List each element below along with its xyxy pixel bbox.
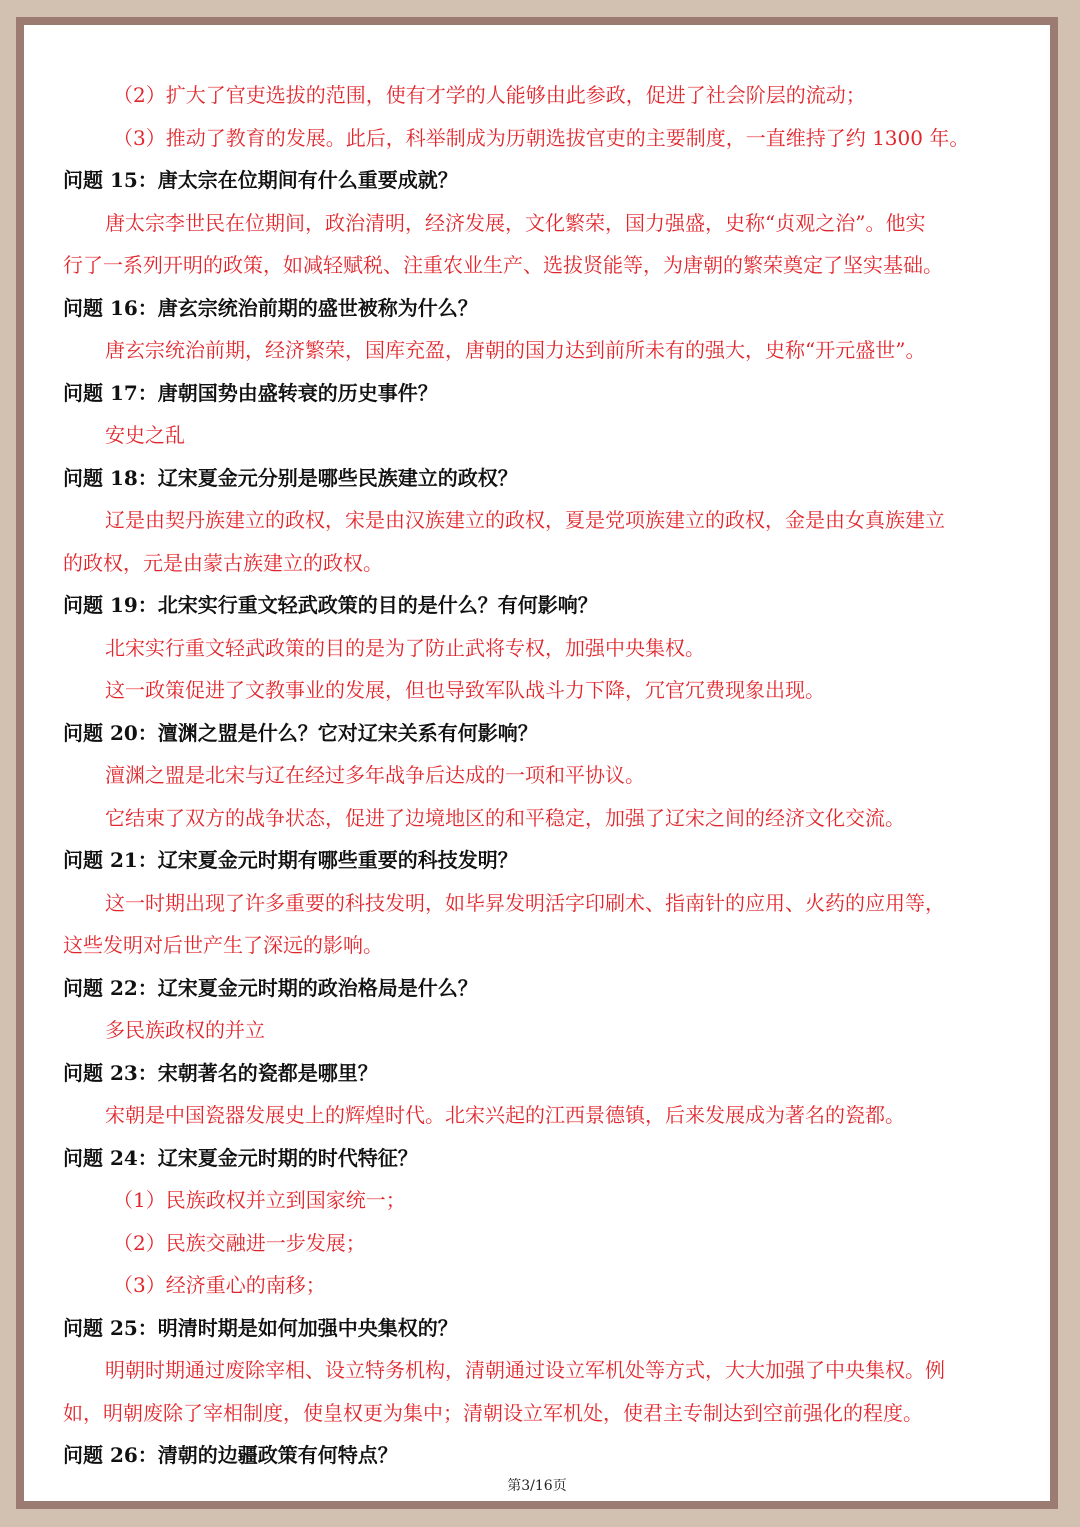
answer-line: 这些发明对后世产生了深远的影响。: [63, 933, 383, 957]
question-line: 问题 24：辽宋夏金元时期的时代特征？: [63, 1145, 418, 1170]
question-line: 问题 16：唐玄宗统治前期的盛世被称为什么？: [63, 295, 478, 320]
answer-line: 安史之乱: [105, 423, 185, 447]
answer-line: （2）扩大了官吏选拔的范围，使有才学的人能够由此参政，促进了社会阶层的流动；: [113, 83, 866, 107]
answer-line: 宋朝是中国瓷器发展史上的辉煌时代。北宋兴起的江西景德镇，后来发展成为著名的瓷都。: [105, 1103, 905, 1127]
answer-line: 辽是由契丹族建立的政权，宋是由汉族建立的政权，夏是党项族建立的政权，金是由女真族建立: [105, 508, 945, 532]
page-frame: [16, 17, 1058, 1509]
question-line: 问题 26：清朝的边疆政策有何特点？: [63, 1443, 398, 1467]
answer-line: 行了一系列开明的政策，如减轻赋税、注重农业生产、选拔贤能等，为唐朝的繁荣奠定了坚实基础。: [63, 253, 943, 277]
question-line: 问题 15：唐太宗在位期间有什么重要成就？: [63, 168, 458, 192]
answer-line: 明朝时期通过废除宰相、设立特务机构，清朝通过设立军机处等方式，大大加强了中央集权。例: [105, 1358, 945, 1382]
answer-line: 唐太宗李世民在位期间，政治清明，经济发展，文化繁荣，国力强盛，史称“贞观之治”。他实: [105, 210, 926, 235]
answer-line: （1）民族政权并立到国家统一；: [113, 1188, 406, 1212]
answer-line: 澶渊之盟是北宋与辽在经过多年战争后达成的一项和平协议。: [105, 763, 645, 787]
answer-line: 唐玄宗统治前期，经济繁荣，国库充盈，唐朝的国力达到前所未有的强大，史称“开元盛世”。: [105, 338, 926, 362]
answer-line: 北宋实行重文轻武政策的目的是为了防止武将专权，加强中央集权。: [105, 635, 705, 660]
question-line: 问题 25：明清时期是如何加强中央集权的？: [63, 1315, 458, 1340]
answer-line: 如，明朝废除了宰相制度，使皇权更为集中；清朝设立军机处，使君主专制达到空前强化的程度。: [63, 1400, 923, 1425]
answer-line: 这一时期出现了许多重要的科技发明，如毕昇发明活字印刷术、指南针的应用、火药的应用等，: [105, 890, 945, 915]
answer-line: 它结束了双方的战争状态，促进了边境地区的和平稳定，加强了辽宋之间的经济文化交流。: [105, 805, 905, 830]
answer-line: （2）民族交融进一步发展；: [113, 1230, 366, 1255]
question-line: 问题 18：辽宋夏金元分别是哪些民族建立的政权？: [63, 465, 518, 490]
answer-line: （3）推动了教育的发展。此后，科举制成为历朝选拔官吏的主要制度，一直维持了约 1300 年。: [113, 125, 970, 150]
question-line: 问题 22：辽宋夏金元时期的政治格局是什么？: [63, 975, 478, 1000]
answer-line: （3）经济重心的南移；: [113, 1273, 326, 1297]
document-page: [24, 25, 1050, 1501]
answer-line: 这一政策促进了文教事业的发展，但也导致军队战斗力下降，冗官冗费现象出现。: [105, 678, 825, 702]
answer-line: 多民族政权的并立: [105, 1018, 265, 1042]
question-line: 问题 23：宋朝著名的瓷都是哪里？: [63, 1060, 378, 1085]
page-number: 第3/16页: [507, 1478, 567, 1494]
question-line: 问题 21：辽宋夏金元时期有哪些重要的科技发明？: [63, 848, 518, 872]
question-line: 问题 20：澶渊之盟是什么？它对辽宋关系有何影响？: [63, 720, 538, 745]
question-line: 问题 19：北宋实行重文轻武政策的目的是什么？有何影响？: [63, 593, 598, 617]
answer-line: 的政权，元是由蒙古族建立的政权。: [63, 550, 383, 575]
question-line: 问题 17：唐朝国势由盛转衰的历史事件？: [63, 380, 438, 405]
document-body: [63, 74, 1050, 1477]
